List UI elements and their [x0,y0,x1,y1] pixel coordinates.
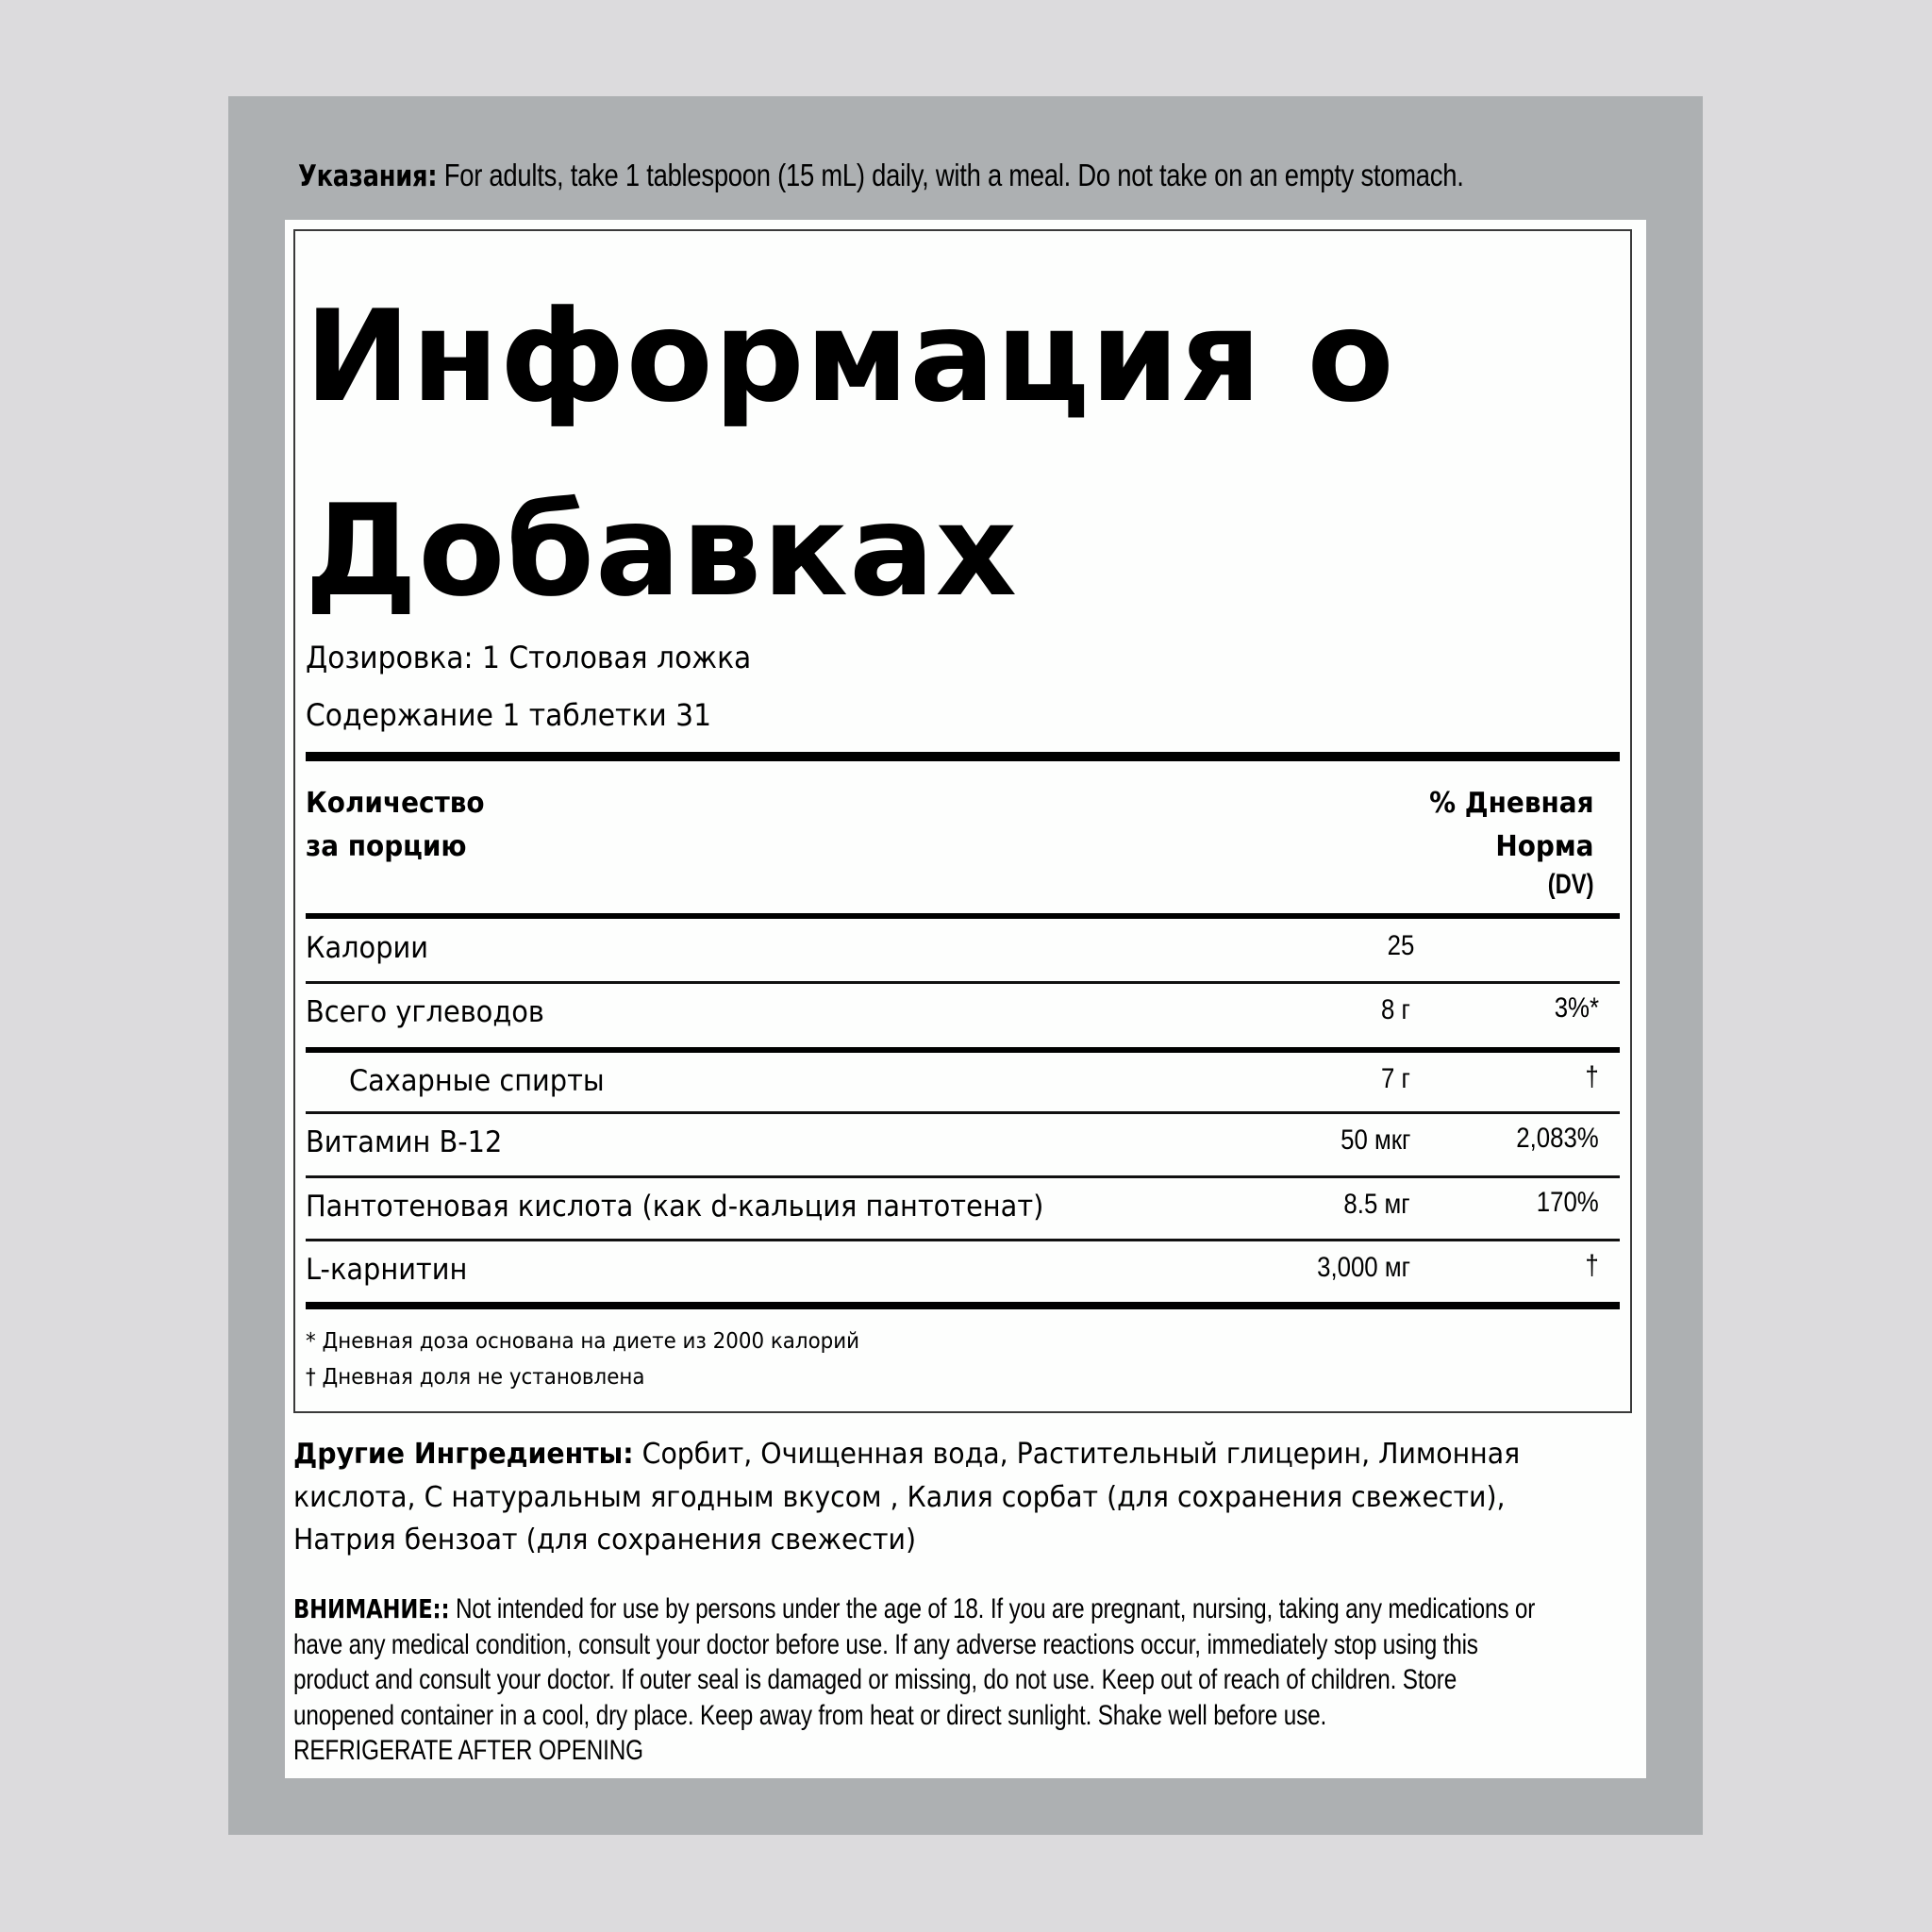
nutrient-dv: 2,083% [1516,1123,1599,1154]
nutrient-dv: 3%* [1554,992,1599,1024]
daily-value-header [1430,782,1594,901]
serving-size: Дозировка: 1 Столовая ложка [306,640,752,675]
warning-label: ВНИМАНИЕ:: [293,1593,450,1624]
table-row [306,920,1620,976]
nutrient-name: Пантотеновая кислота (как d-кальция пантотенат) [306,1190,1044,1224]
amount-per-serving-header [306,782,485,869]
servings-per-container: Содержание 1 таблетки 31 [306,697,712,733]
nutrient-amount: 3,000 мг [1317,1252,1410,1283]
footnote-daily-value: * Дневная доза основана на диете из 2000 калорий [306,1329,860,1354]
nutrient-name: L-карнитин [306,1253,468,1287]
title-line-1: Информация о [305,283,1395,430]
nutrient-amount: 7 г [1381,1063,1410,1094]
nutrient-dv: † [1585,1061,1599,1092]
nutrient-amount: 8 г [1381,994,1410,1025]
nutrient-name: Сахарные спирты [349,1064,605,1098]
nutrient-amount: 25 [1387,930,1414,961]
nutrient-amount: 8.5 мг [1343,1189,1410,1220]
divider-thick [306,752,1620,761]
amount-header-line-1: Количество [306,787,485,820]
title-line-2: Добавках [305,477,1018,625]
dv-header-line-2: Норма [1495,830,1594,863]
label-card [285,220,1646,1778]
dv-header-line-3: (DV) [1548,869,1594,900]
table-row [306,1053,1620,1109]
divider-thick [306,913,1620,919]
other-ingredients-label: Другие Ингредиенты: [293,1438,634,1471]
other-ingredients-text: Сорбит, Очищенная вода, Растительный глицерин, Лимонная кислота, С натуральным ягодным вкусом , Калия сорбат (для сохранения свежести), Натрия бензоат (для сохранения свежести) [293,1438,1521,1557]
amount-header-line-2: за порцию [306,830,467,863]
table-row [306,1241,1620,1298]
nutrient-name: Всего углеводов [306,995,544,1029]
table-row [306,984,1620,1041]
warning-text: Not intended for use by persons under the age of 18. If you are pregnant, nursing, taking any medications or have any medical condition, consult your doctor before use. If any adverse reactions occur, immediately stop using this product and consult your doctor. If outer seal is damaged or missing, do not use. Keep out of reach of children. Store unopened container in a cool, dry place. Keep away from heat or direct sunlight. Shake well before use. [293,1593,1536,1731]
nutrient-name: Калории [306,931,428,965]
nutrient-name: Витамин B-12 [306,1125,503,1159]
warning [293,1591,1546,1769]
nutrient-dv: † [1585,1250,1599,1281]
directions-text: For adults, take 1 tablespoon (15 mL) daily, with a meal. Do not take on an empty stomach. [437,158,1464,192]
footnote-not-established: † Дневная доля не установлена [306,1365,645,1390]
other-ingredients [293,1433,1574,1562]
table-row [306,1114,1620,1171]
warning-refrigerate: REFRIGERATE AFTER OPENING [293,1735,643,1766]
directions-label: Указания: [298,159,438,193]
table-row [306,1178,1620,1235]
dv-header-line-1: % Дневная [1429,787,1594,820]
nutrient-dv: 170% [1537,1187,1599,1218]
facts-title [305,259,1395,648]
directions [298,155,1464,197]
nutrient-amount: 50 мкг [1340,1124,1410,1156]
supplement-facts-box [293,229,1632,1413]
divider-thick [306,1302,1620,1309]
